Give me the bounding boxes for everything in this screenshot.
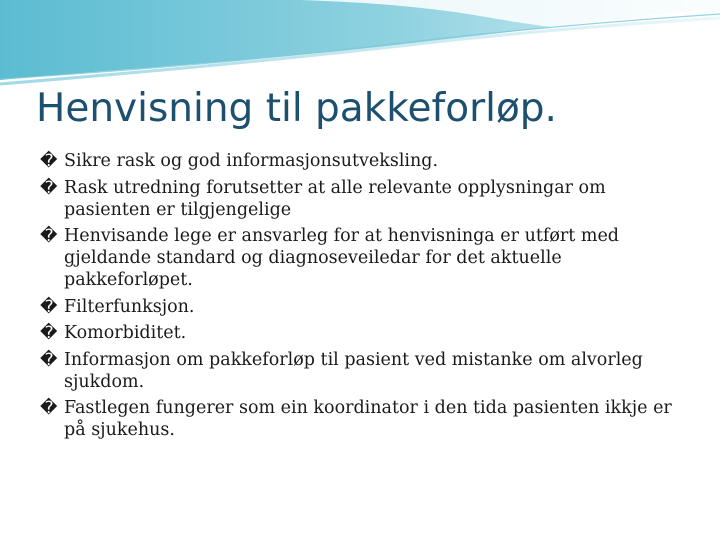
bullet-item-4 xyxy=(40,296,690,318)
slide-title: Henvisning til pakkeforløp. xyxy=(36,86,557,131)
bullet-marker-icon: � xyxy=(40,349,58,370)
bullet-marker-icon: � xyxy=(40,398,58,418)
bullet-text: Sikre rask og god informasjonsutveksling. xyxy=(64,151,439,171)
bullet-list xyxy=(40,150,690,446)
bullet-marker-icon: � xyxy=(40,296,58,317)
bullet-item-3 xyxy=(40,225,690,291)
bullet-marker-icon: � xyxy=(40,226,58,246)
bullet-item-6 xyxy=(40,349,690,393)
bullet-item-7 xyxy=(40,397,690,441)
bullet-marker-icon: � xyxy=(40,151,58,171)
bullet-item-5 xyxy=(40,322,690,344)
bullet-text: Komorbiditet. xyxy=(64,323,187,343)
bullet-text: Henvisande lege er ansvarleg for at henvisninga er utført med gjeldande standard og diagnoseveiledar for det aktuelle pakkeforløpet. xyxy=(64,226,620,290)
bullet-item-2 xyxy=(40,177,690,221)
bullet-text: Filterfunksjon. xyxy=(64,296,195,317)
bullet-text: Fastlegen fungerer som ein koordinator i den tida pasienten ikkje er på sjukehus. xyxy=(64,398,672,440)
bullet-item-1 xyxy=(40,150,690,172)
bullet-marker-icon: � xyxy=(40,177,58,198)
bullet-marker-icon: � xyxy=(40,323,58,343)
bullet-text: Rask utredning forutsetter at alle relevante opplysningar om pasienten er tilgjengelige xyxy=(64,177,606,220)
bullet-text: Informasjon om pakkeforløp til pasient ved mistanke om alvorleg sjukdom. xyxy=(64,349,643,392)
header-wave-decoration xyxy=(0,0,720,90)
